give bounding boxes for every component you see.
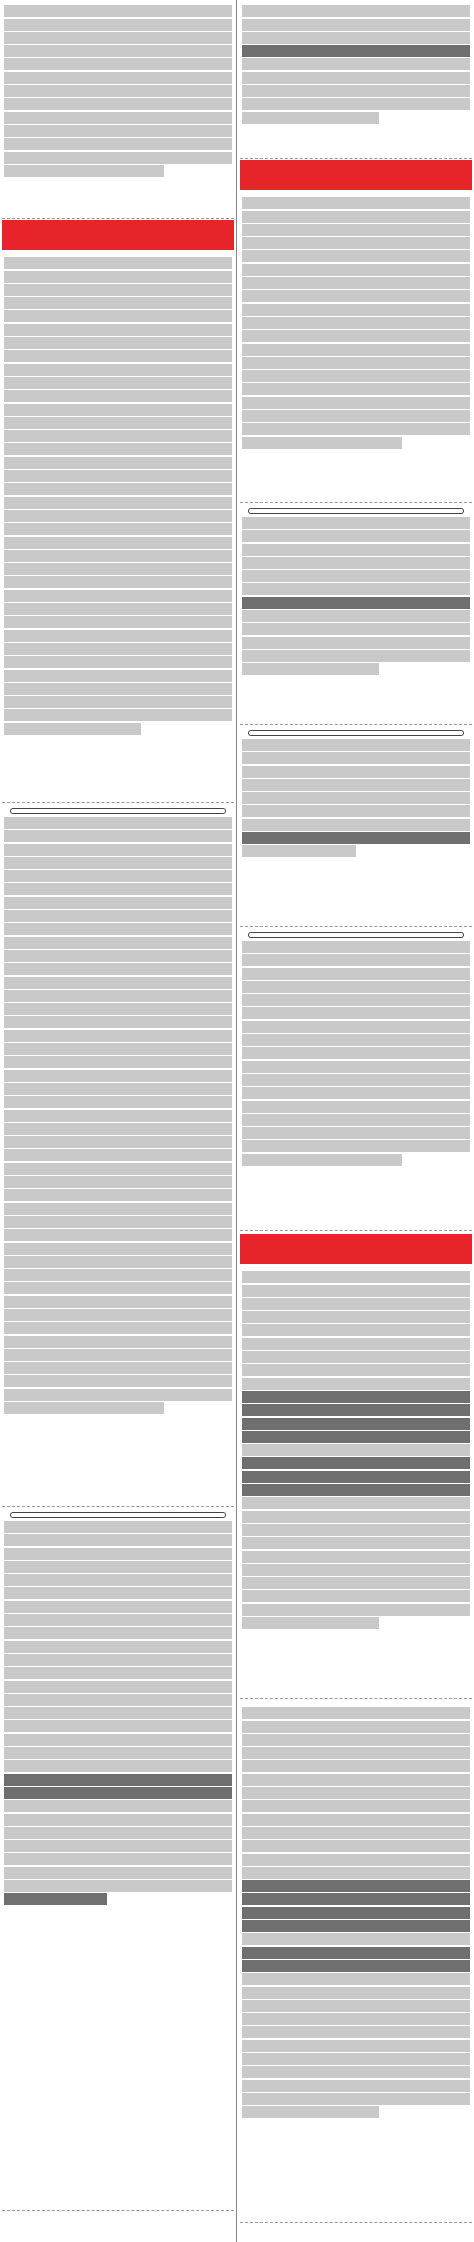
notice-body [240,739,472,857]
job-notice-1 [240,192,472,503]
section-banner-legal [2,220,234,250]
notice-title [240,0,472,4]
notice-title [248,508,464,514]
notice-body [2,1521,234,1905]
notice-ref [2,736,234,746]
notice-body [2,5,234,177]
notice-title [248,730,464,736]
job-notice-imam [240,728,472,927]
notice-title [10,1512,226,1518]
notice-title [240,1702,472,1706]
affidavit-notice [2,1510,234,2211]
left-column [2,0,234,2242]
notice-ref [240,450,472,460]
notice-ref [240,1630,472,1640]
column-divider [236,0,237,2242]
notice-ref [2,1907,234,1917]
notice-ref [240,125,472,135]
legal-notice-1 [2,252,234,803]
notice-body [240,941,472,1166]
affidavit-notice-1 [240,1266,472,1699]
notice-body [2,257,234,734]
notice-ref [240,677,472,687]
notice-title [248,932,464,938]
notice-title [2,0,234,4]
section-banner-misc [240,1234,472,1264]
notice-title [240,1266,472,1270]
lost-notice-right [240,0,472,159]
right-column [240,0,472,2242]
notice-body [240,5,472,123]
lost-notice-left [2,0,234,219]
notice-title [2,252,234,256]
notice-body [240,1707,472,2118]
legal-notice-2 [2,806,234,1507]
notice-ref [240,1167,472,1177]
notice-title [240,192,472,196]
notice-ref [240,859,472,869]
notice-ref [2,1415,234,1425]
affidavit-notice-2 [240,1702,472,2223]
notice-body [240,1271,472,1629]
notice-body [240,517,472,675]
notice-body [2,817,234,1414]
notice-ref [2,178,234,188]
notice-ref [240,2120,472,2130]
section-banner-jobs [240,160,472,190]
job-notice-2 [240,506,472,725]
notice-title [10,808,226,814]
notice-body [240,197,472,448]
job-notice-3 [240,930,472,1231]
